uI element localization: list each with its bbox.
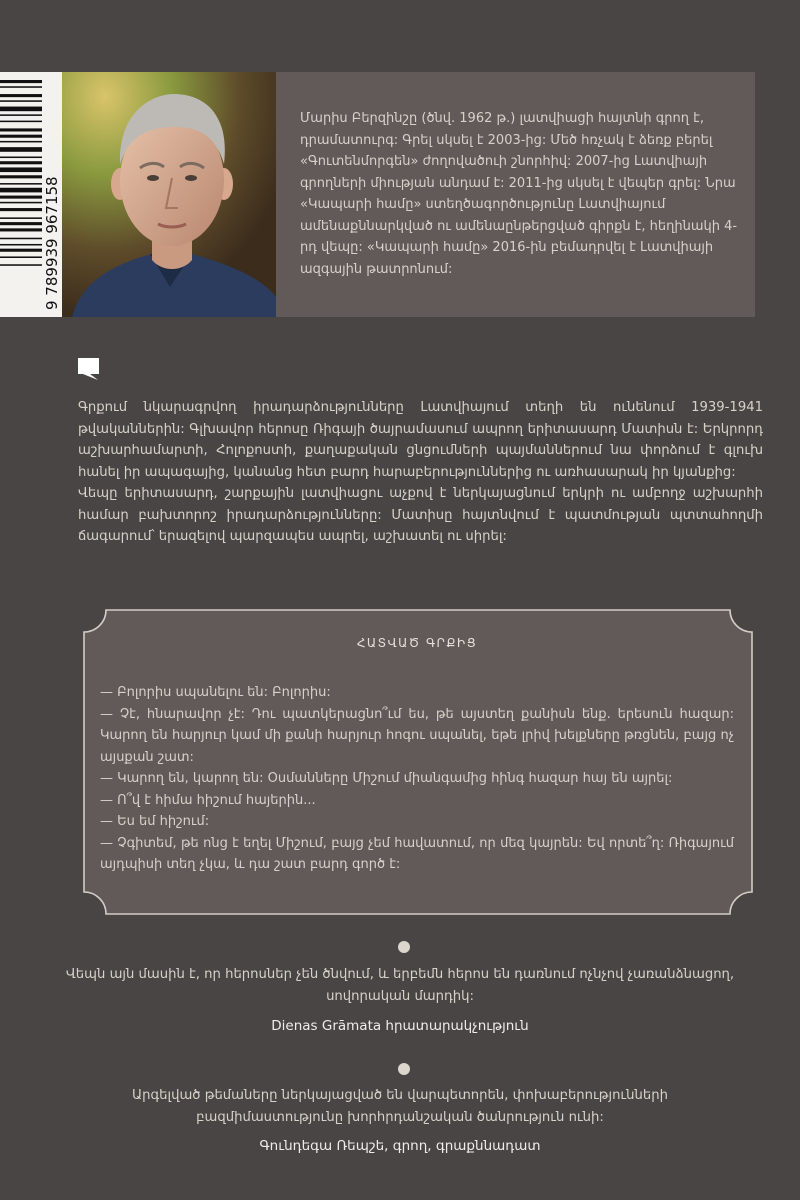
review-attribution: Dienas Grāmata հրատարակչություն: [271, 1018, 529, 1034]
barcode-bar: [0, 222, 42, 225]
description-paragraph: Վեպը երիտասարդ, շարքային լատվիացու աչքով է ներկայացնում երկրի ու ամբողջ աշխարհի համար բախտորոշ իրադարձությունները: Մատիսը հայտնվում է պատմության պտտահողմի ճագարում՝ երազելով պարզապես ապրել, աշխատել ու սիրել:: [78, 486, 763, 544]
excerpt-body: [100, 682, 734, 876]
barcode-bar: [0, 256, 42, 258]
excerpt-line: — Ո՞վ է հիմա հիշում հայերին...: [100, 792, 316, 808]
isbn-digits: 9 789939 967158: [43, 176, 61, 310]
barcode-bar: [0, 264, 42, 266]
barcode-bar: [0, 175, 42, 178]
speech-bubble-icon: [77, 357, 101, 381]
barcode-bar: [0, 128, 42, 131]
barcode-bar: [0, 100, 42, 102]
barcode-bar: [0, 196, 42, 199]
excerpt-line: — Բոլորիս սպանելու են: Բոլորիս:: [100, 685, 331, 700]
barcode-bar: [0, 157, 42, 159]
barcode-bar: [0, 147, 42, 152]
barcode-bar: [0, 80, 42, 83]
author-photo: [62, 72, 276, 317]
barcode-bar: [0, 141, 42, 143]
barcode-bar: [0, 244, 42, 246]
barcode-bar: [0, 94, 42, 97]
barcode-bar: [0, 208, 42, 211]
barcode-bar: [0, 135, 42, 138]
barcode-bar: [0, 86, 42, 88]
review-quote: Արգելված թեմաները ներկայացված են վարպետորեն, փոխաբերությունների բազմիմաստությունը խորհրդանշական ծանրություն ունի:: [132, 1088, 668, 1125]
barcode-bar: [0, 217, 42, 219]
separator-dot: [398, 1063, 410, 1075]
excerpt-line: — Չէ, հնարավոր չէ: Դու պատկերացնո՞ւմ ես, թե այստեղ քանիսն ենք. երեսուն հազար: Կարող են հարյուր կամ մի քանի հարյուր հոգու սպանել, եթե լրիվ խելքները թռցնեն, բայց ոչ այսքան շատ:: [100, 706, 734, 765]
barcode-bar: [0, 238, 42, 240]
barcode-bar: [0, 121, 42, 123]
barcode-bar: [0, 167, 42, 172]
review-attribution: Գունդեգա Ռեպշե, գրող, գրաքննադատ: [259, 1138, 541, 1154]
description-paragraph: Գրքում նկարագրվող իրադարձությունները Լատվիայում տեղի են ունենում 1939-1941 թվականներին: Գլխավոր հերոսը Ռիգայի ծայրամասում ապրող երիտասարդ Մատիսն է: Երկրորդ աշխարհամարտի, Հոլոքոստի, քաղաքական ցնցումների պայմաններում նա փորձում է գլուխ հանել իր ապագայից, կանանց հետ բարդ հարաբերություններից ու առհասարակ իր կյանքից:: [78, 400, 763, 480]
isbn-barcode: [0, 72, 62, 317]
book-description: [78, 397, 763, 548]
excerpt-line: — Ես եմ հիշում:: [100, 814, 210, 829]
barcode-bar: [0, 249, 42, 252]
barcode-bar: [0, 188, 42, 193]
review-quote: Վեպն այն մասին է, որ հերոսներ չեն ծնվում, և երբեմն հերոս են դառնում ոչնչով չառանձնացող, սովորական մարդիկ:: [65, 967, 735, 1004]
excerpt-title: ՀԱՏՎԱԾ ԳՐՔԻՑ: [356, 636, 478, 650]
barcode-bar: [0, 107, 42, 112]
author-bio: Մարիս Բերզինշը (ծնվ. 1962 թ.) լատվիացի հայտնի գրող է, դրամատուրգ: Գրել սկսել է 2003-ից: Մեծ հռչակ է ձեռք բերել «Գուտենմորգեն» ժողովածուի շնորհիվ: 2007-ից Լատվիայի գրողների միության անդամ է: 2011-ից սկսել է վեպեր գրել: Նրա «Կապարի համը» ստեղծագործությունը Լատվիայում ամենաքննարկված ու ամենաընթերցված գիրքն է, հեղինակի 4-րդ վեպը: «Կապարի համը» 2016-ին բեմադրվել է Լատվիայի ազգային թատրոնում:: [300, 111, 738, 277]
barcode-bar: [0, 114, 42, 116]
barcode-bar: [0, 161, 42, 164]
barcode-bar: [0, 183, 42, 185]
barcode-bar: [0, 228, 42, 231]
excerpt-line: — Չգիտեմ, թե ոնց է եղել Միշում, բայց չեմ հավատում, որ մեզ կայրեն: Եվ որտե՞ղ: Ռիգայում այդպիսի տեղ չկա, և դա շատ բարդ գործ է:: [100, 835, 734, 872]
excerpt-line: — Կարող են, կարող են: Օսմանները Միշում միանգամից հինգ հազար հայ են այրել:: [100, 771, 673, 786]
separator-dot: [398, 941, 410, 953]
barcode-bar: [0, 202, 42, 204]
